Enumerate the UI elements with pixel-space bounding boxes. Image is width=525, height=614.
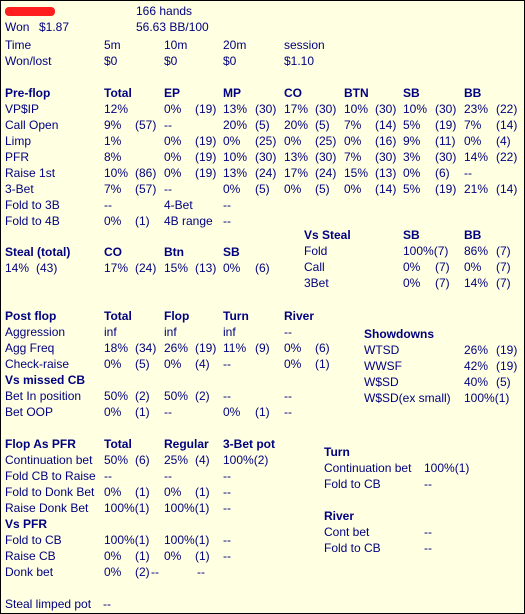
stat-cell: Fold to CB [324,541,381,555]
stat-cell: 12% [104,102,129,116]
stat-cell: (2) [195,389,210,403]
stat-cell: (1) [135,485,150,499]
stat-cell: (57) [135,182,157,196]
flop-pfr-header: Flop As PFR [5,437,76,451]
stat-cell: (25) [315,134,337,148]
redacted-player-name [5,7,55,16]
stat-cell: 100%(1) [424,461,470,475]
stat-cell: (24) [315,166,337,180]
stat-cell: 9% [104,118,122,132]
stat-cell: (19) [195,150,217,164]
stat-cell: 100%(7) [403,244,449,258]
postflop-col-total: Total [104,309,132,323]
stat-cell: WTSD [364,343,400,357]
stat-cell: (2) [135,389,150,403]
stat-cell: (43) [36,261,58,275]
stat-cell: Continuation bet [324,461,412,475]
stat-cell: (19) [496,359,518,373]
stat-cell: (6) [135,453,150,467]
stat-cell: 0% [164,134,182,148]
stat-cell: Aggression [5,325,66,339]
stat-cell: 17% [284,102,309,116]
preflop-col-sb: SB [403,86,420,100]
stat-cell: (24) [255,166,277,180]
stat-cell: -- [223,501,231,515]
stat-cell: 26% [464,343,489,357]
stat-cell: -- [151,565,159,579]
stat-cell: Cont bet [324,525,370,539]
steal-total-header: Steal (total) [5,245,71,259]
stat-cell: 10% [104,166,129,180]
stat-cell: (57) [135,118,157,132]
stat-cell: 42% [464,359,489,373]
stat-cell: 0% [164,357,182,371]
stat-cell: 100%(1) [164,533,210,547]
stat-cell: (1) [195,549,210,563]
stat-cell: 0% [403,166,421,180]
stat-cell: (7) [496,276,511,290]
stat-cell: -- [164,118,172,132]
stat-cell: 14% [464,276,489,290]
stat-cell: Bet In position [5,389,82,403]
stat-cell: (19) [195,166,217,180]
stat-cell: 0% [104,565,122,579]
stat-cell: 11% [223,341,247,355]
won-value: $1.87 [39,20,70,34]
stat-cell: (24) [135,261,157,275]
stat-cell: W$SD [364,375,399,389]
stat-cell: 0% [104,214,122,228]
stat-cell: (25) [255,134,277,148]
stat-cell: Call [304,260,325,274]
stat-cell: (1) [135,214,150,228]
stat-cell: -- [424,477,432,491]
stat-cell: 13% [284,150,309,164]
stat-cell: 15% [164,261,189,275]
stat-cell: 0% [164,166,182,180]
stat-cell: (19) [195,341,217,355]
col-session: session [284,38,325,52]
vs-pfr-header: Vs PFR [5,517,48,531]
river-header: River [324,509,355,523]
stat-cell: (30) [255,150,277,164]
stat-cell: 8% [104,150,122,164]
stat-cell: Raise 1st [5,166,56,180]
stat-cell: (2) [135,565,150,579]
stat-cell: 26% [164,341,189,355]
postflop-col-river: River [284,309,315,323]
time-label: Time [5,38,32,52]
missed-cb-header: Vs missed CB [5,373,86,387]
stat-cell: -- [164,469,172,483]
steal-col-btn: Btn [164,245,184,259]
stat-cell: 1% [104,134,122,148]
bb-per-100: 56.63 BB/100 [136,20,209,34]
stat-cell: (14) [375,118,397,132]
stat-cell: 100%(2) [223,453,269,467]
stat-cell: 4B range [164,214,213,228]
stat-cell: -- [223,357,231,371]
stat-cell: (19) [195,102,217,116]
stat-cell: -- [104,198,112,212]
stat-cell: 0% [164,485,182,499]
stat-cell: -- [284,325,292,339]
stat-cell: 10% [344,102,369,116]
stat-cell: (1) [315,357,330,371]
postflop-col-turn: Turn [223,309,249,323]
stat-cell: VP$IP [5,102,40,116]
stat-cell: 4-Bet [164,198,193,212]
stat-cell: (86) [135,166,157,180]
stat-cell: 0% [104,549,122,563]
preflop-header: Pre-flop [5,86,51,100]
stat-cell: (5) [255,182,270,196]
stat-cell: 3Bet [304,276,329,290]
col-5m: 5m [104,38,121,52]
stat-cell: -- [223,389,231,403]
stat-cell: Call Open [5,118,59,132]
stat-cell: 3-Bet [5,182,34,196]
preflop-col-mp: MP [223,86,241,100]
stat-cell: 5% [403,118,421,132]
stat-cell: Raise CB [5,549,56,563]
stat-cell: 7% [344,118,362,132]
stat-cell: (30) [315,102,337,116]
stat-cell: -- [223,549,231,563]
stat-cell: inf [164,325,177,339]
stat-cell: 0% [164,102,182,116]
steal-limped-label: Steal limped pot [5,597,92,611]
col-20m: 20m [223,38,247,52]
stat-cell: (13) [195,261,217,275]
postflop-header: Post flop [5,309,57,323]
stat-cell: 0% [223,134,241,148]
preflop-col-ep: EP [164,86,181,100]
stat-cell: 7% [104,182,122,196]
stat-cell: WWSF [364,359,402,373]
stat-cell: 7% [344,150,362,164]
stat-cell: 0% [104,357,122,371]
stat-cell: -- [284,389,292,403]
stat-cell: -- [197,565,205,579]
stat-cell: 0% [344,182,362,196]
stat-cell: W$SD(ex small) [364,391,451,405]
stat-cell: 0% [464,134,482,148]
stat-cell: 0% [104,405,122,419]
hands-count: 166 hands [136,4,193,18]
stat-cell: (1) [195,485,210,499]
stat-cell: Fold to CB [324,477,381,491]
stat-cell: (6) [255,261,270,275]
stat-cell: (4) [496,134,511,148]
stat-cell: 10% [403,102,428,116]
stat-cell: -- [284,405,292,419]
stat-cell: 100%(1) [164,501,210,515]
stat-cell: 20% [223,118,248,132]
col-10m: 10m [164,38,188,52]
stat-cell: (5) [135,357,150,371]
stat-cell: 20% [284,118,309,132]
stat-cell: (1) [135,549,150,563]
stat-cell: Fold to CB [5,533,62,547]
stat-cell: (14) [496,118,518,132]
stat-cell: Fold to 3B [5,198,60,212]
stat-cell: (34) [135,341,157,355]
stat-cell: (19) [195,134,217,148]
stat-cell: inf [223,325,236,339]
stat-cell: 0% [284,357,302,371]
stat-cell: 0% [344,134,362,148]
stat-cell: (30) [375,150,397,164]
stat-cell: (6) [435,166,450,180]
stat-cell: Agg Freq [5,341,55,355]
stat-cell: (19) [435,118,457,132]
stat-cell: 15% [344,166,369,180]
flop-pfr-col-regular: Regular [164,437,209,451]
stat-cell: inf [104,325,117,339]
stat-cell: 0% [104,485,122,499]
wonlost-10m: $0 [164,54,178,68]
stat-cell: 21% [464,182,489,196]
stat-cell: 14% [464,150,489,164]
vs-steal-col-bb: BB [464,228,482,242]
stat-cell: (7) [496,244,511,258]
stat-cell: 0% [284,134,302,148]
flop-pfr-col-total: Total [104,437,132,451]
turn-header: Turn [324,445,350,459]
stat-cell: 25% [164,453,189,467]
stat-cell: 10% [223,150,248,164]
stat-cell: 100%(1) [464,391,510,405]
stat-cell: PFR [5,150,29,164]
stat-cell: (7) [435,260,450,274]
preflop-col-co: CO [284,86,302,100]
stat-cell: (9) [255,341,270,355]
stat-cell: 5% [403,182,421,196]
wonlost-5m: $0 [104,54,118,68]
wonlost-session: $1.10 [284,54,315,68]
wonlost-20m: $0 [223,54,237,68]
stat-cell: 0% [284,182,302,196]
stat-cell: 14% [5,261,30,275]
stat-cell: -- [164,182,172,196]
stat-cell: (22) [496,150,518,164]
stat-cell: 0% [164,549,182,563]
stat-cell: Donk bet [5,565,54,579]
stat-cell: (5) [496,375,511,389]
stat-cell: Bet OOP [5,405,54,419]
stat-cell: 7% [464,118,482,132]
stat-cell: (30) [255,102,277,116]
preflop-col-bb: BB [464,86,482,100]
stat-cell: 13% [223,166,248,180]
stat-cell: (22) [496,102,518,116]
stat-cell: 13% [223,102,248,116]
stat-cell: (30) [435,102,457,116]
stat-cell: (30) [315,150,337,164]
stat-cell: 0% [403,276,421,290]
steal-col-sb: SB [223,245,240,259]
stat-cell: 50% [104,453,129,467]
stat-cell: Continuation bet [5,453,93,467]
vs-steal-header: Vs Steal [304,228,351,242]
won-label: Won [5,20,30,34]
stat-cell: 50% [164,389,189,403]
stat-cell: (30) [435,150,457,164]
stat-cell: -- [223,485,231,499]
stat-cell: -- [424,525,432,539]
stat-cell: -- [223,533,231,547]
stat-cell: 100%(1) [104,501,150,515]
steal-limped-value: -- [103,597,111,611]
stat-cell: -- [104,469,112,483]
stat-cell: 9% [403,134,421,148]
stat-cell: (5) [315,118,330,132]
stat-cell: 0% [164,150,182,164]
stat-cell: 0% [223,182,241,196]
stat-cell: -- [223,469,231,483]
stat-cell: (16) [375,134,397,148]
vs-steal-col-sb: SB [403,228,420,242]
stat-cell: (1) [255,405,270,419]
stat-cell: 50% [104,389,129,403]
stat-cell: 17% [284,166,309,180]
showdowns-header: Showdowns [364,327,434,341]
stat-cell: (13) [375,166,397,180]
steal-col-co: CO [104,245,122,259]
stat-cell: (6) [315,341,330,355]
preflop-col-total: Total [104,86,132,100]
stat-cell: 3% [403,150,421,164]
stat-cell: (5) [255,118,270,132]
stat-cell: (14) [496,182,518,196]
stat-cell: 17% [104,261,129,275]
stat-cell: Fold to Donk Bet [5,485,95,499]
stat-cell: Fold CB to Raise [5,469,96,483]
stat-cell: Fold [304,244,328,258]
stat-cell: Check-raise [5,357,70,371]
stat-cell: 0% [403,260,421,274]
stat-cell: (30) [375,102,397,116]
stat-cell: 18% [104,341,129,355]
stat-cell: -- [223,198,231,212]
stat-cell: (1) [135,405,150,419]
stat-cell: 23% [464,102,489,116]
stat-cell: (4) [195,357,210,371]
stat-cell: (11) [435,134,456,148]
stat-cell: Fold to 4B [5,214,60,228]
stat-cell: -- [464,166,472,180]
stat-cell: 0% [223,261,241,275]
stat-cell: Raise Donk Bet [5,501,89,515]
stat-cell: 0% [464,260,482,274]
stat-cell: (19) [435,182,457,196]
stat-cell: (19) [496,343,518,357]
stat-cell: 0% [223,405,241,419]
stat-cell: -- [424,541,432,555]
stat-cell: (14) [375,182,397,196]
stat-cell: 0% [284,341,302,355]
flop-pfr-col-3bet: 3-Bet pot [223,437,275,451]
stat-cell: 100%(1) [104,533,150,547]
wonlost-label: Won/lost [5,54,52,68]
stat-cell: -- [164,405,172,419]
stat-cell: Limp [5,134,32,148]
stat-cell: 86% [464,244,489,258]
stat-cell: 40% [464,375,489,389]
stat-cell: -- [223,214,231,228]
stat-cell: (7) [435,276,450,290]
stat-cell: (7) [496,260,511,274]
preflop-col-btn: BTN [344,86,369,100]
stat-cell: (5) [315,182,330,196]
postflop-col-flop: Flop [164,309,190,323]
stat-cell: (4) [195,453,210,467]
